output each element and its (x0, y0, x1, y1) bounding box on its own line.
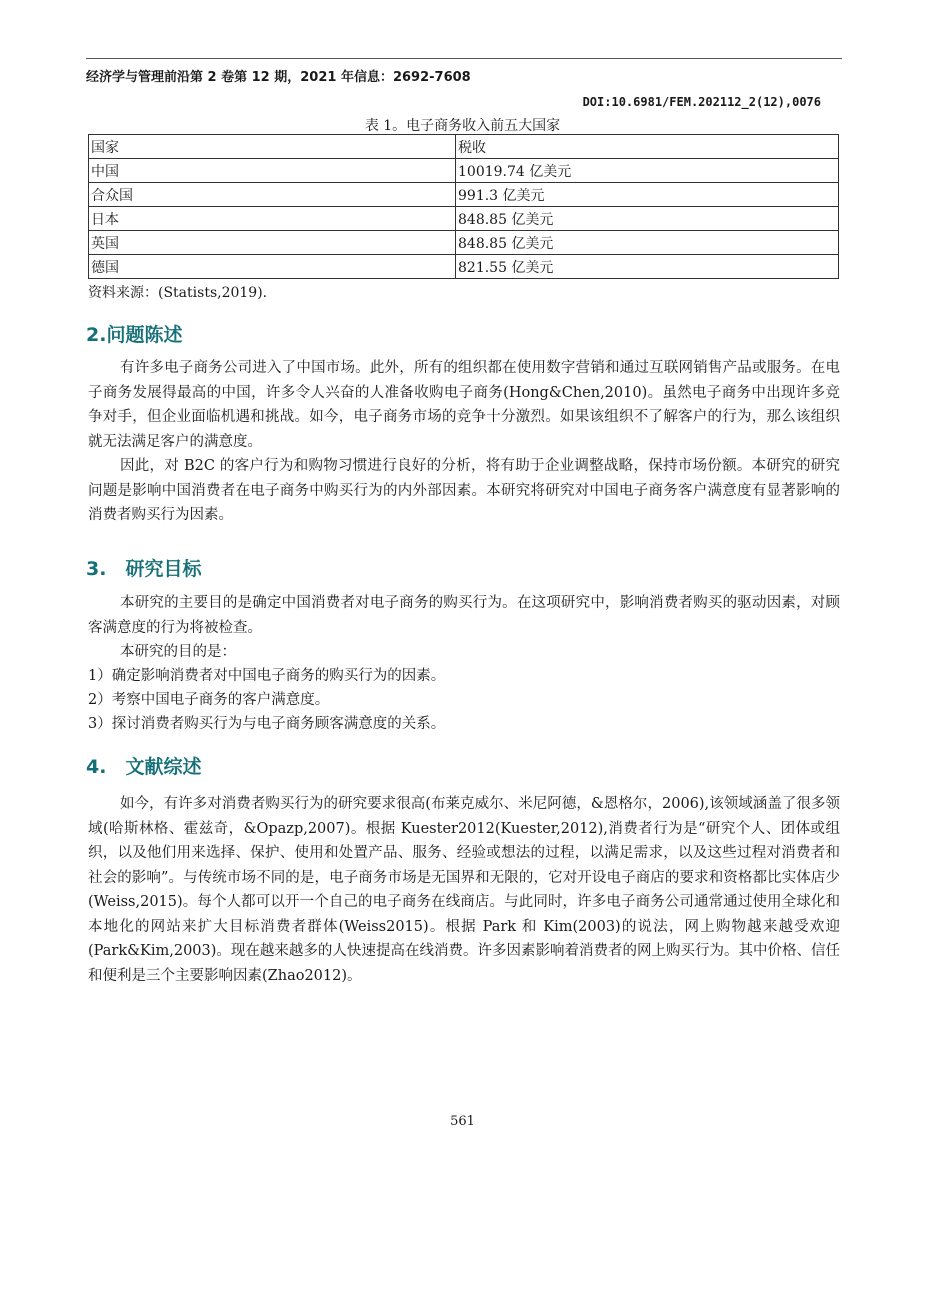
section-4-title: 4. 文献综述 (86, 756, 202, 778)
table-row (89, 183, 839, 207)
revenue-cell: 10019.74 亿美元 (456, 159, 839, 183)
table-source: 资料来源：(Statists,2019). (88, 285, 268, 301)
section-3-lead: 本研究的目的是： (120, 644, 236, 660)
table-header-row (89, 135, 839, 159)
country-cell: 英国 (89, 231, 456, 255)
revenue-cell: 991.3 亿美元 (456, 183, 839, 207)
section-2-title: 2.问题陈述 (86, 324, 183, 346)
table-row (89, 255, 839, 279)
country-cell: 日本 (89, 207, 456, 231)
table-caption: 表 1。电子商务收入前五大国家 (364, 118, 561, 134)
section-3-title: 3. 研究目标 (86, 558, 202, 580)
revenue-cell: 848.85 亿美元 (456, 231, 839, 255)
header-rule (86, 58, 842, 59)
revenue-cell: 848.85 亿美元 (456, 207, 839, 231)
section-3-paragraph-1: 本研究的主要目的是确定中国消费者对电子商务的购买行为。在这项研究中，影响消费者购买的驱动因素，对顾客满意度的行为将被检查。 (88, 595, 840, 636)
table-row (89, 159, 839, 183)
list-item: 3）探讨消费者购买行为与电子商务顾客满意度的关系。 (88, 716, 446, 732)
section-4-paragraph-1: 如今，有许多对消费者购买行为的研究要求很高(布莱克威尔、米尼阿德，&恩格尔，2006),该领域涵盖了很多领域(哈斯林格、霍兹奇，&Opazp,2007)。根据 Kuester2012(Kuester,2012),消费者行为是“研究个人、团体或组织，以及他们用来选择、保护、使用和处置产品、服务、经验或想法的过程，以满足需求，以及这些过程对消费者和社会的影响”。与传统市场不同的是，电子商务市场是无国界和无限的，它对开设电子商店的要求和资格都比实体店少(Weiss,2015)。每个人都可以开一个自己的电子商务在线商店。与此同时，许多电子商务公司通常通过使用全球化和本地化的网站来扩大目标消费者群体(Weiss2015)。根据 Park 和 Kim(2003)的说法，网上购物越来越受欢迎(Park&Kim,2003)。现在越来越多的人快速提高在线消费。许多因素影响着消费者的网上购买行为。其中价格、信任和便利是三个主要影响因素(Zhao2012)。 (88, 796, 840, 984)
list-item: 1）确定影响消费者对中国电子商务的购买行为的因素。 (88, 668, 446, 684)
list-item: 2）考察中国电子商务的客户满意度。 (88, 692, 330, 708)
header-cell-revenue: 税收 (456, 135, 839, 159)
table-row (89, 207, 839, 231)
country-cell: 中国 (89, 159, 456, 183)
revenue-cell: 821.55 亿美元 (456, 255, 839, 279)
table-row (89, 231, 839, 255)
country-cell: 德国 (89, 255, 456, 279)
header-cell-country: 国家 (89, 135, 456, 159)
country-cell: 合众国 (89, 183, 456, 207)
revenue-table (88, 134, 839, 279)
journal-header: 经济学与管理前沿第 2 卷第 12 期，2021 年信息：2692-7608 (86, 70, 471, 85)
section-2-paragraph-1: 有许多电子商务公司进入了中国市场。此外，所有的组织都在使用数字营销和通过互联网销售产品或服务。在电子商务发展得最高的中国，许多令人兴奋的人准备收购电子商务(Hong&Chen,2010)。虽然电子商务中出现许多竞争对手，但企业面临机遇和挑战。如今，电子商务市场的竞争十分激烈。如果该组织不了解客户的行为，那么该组织就无法满足客户的满意度。 (88, 360, 840, 450)
page-number: 561 (450, 1114, 475, 1129)
doi-line: DOI:10.6981/FEM.202112_2(12),0076 (582, 95, 821, 109)
section-2-paragraph-2: 因此，对 B2C 的客户行为和购物习惯进行良好的分析，将有助于企业调整战略，保持市场份额。本研究的研究问题是影响中国消费者在电子商务中购买行为的内外部因素。本研究将研究对中国电子商务客户满意度有显著影响的消费者购买行为因素。 (88, 458, 840, 523)
